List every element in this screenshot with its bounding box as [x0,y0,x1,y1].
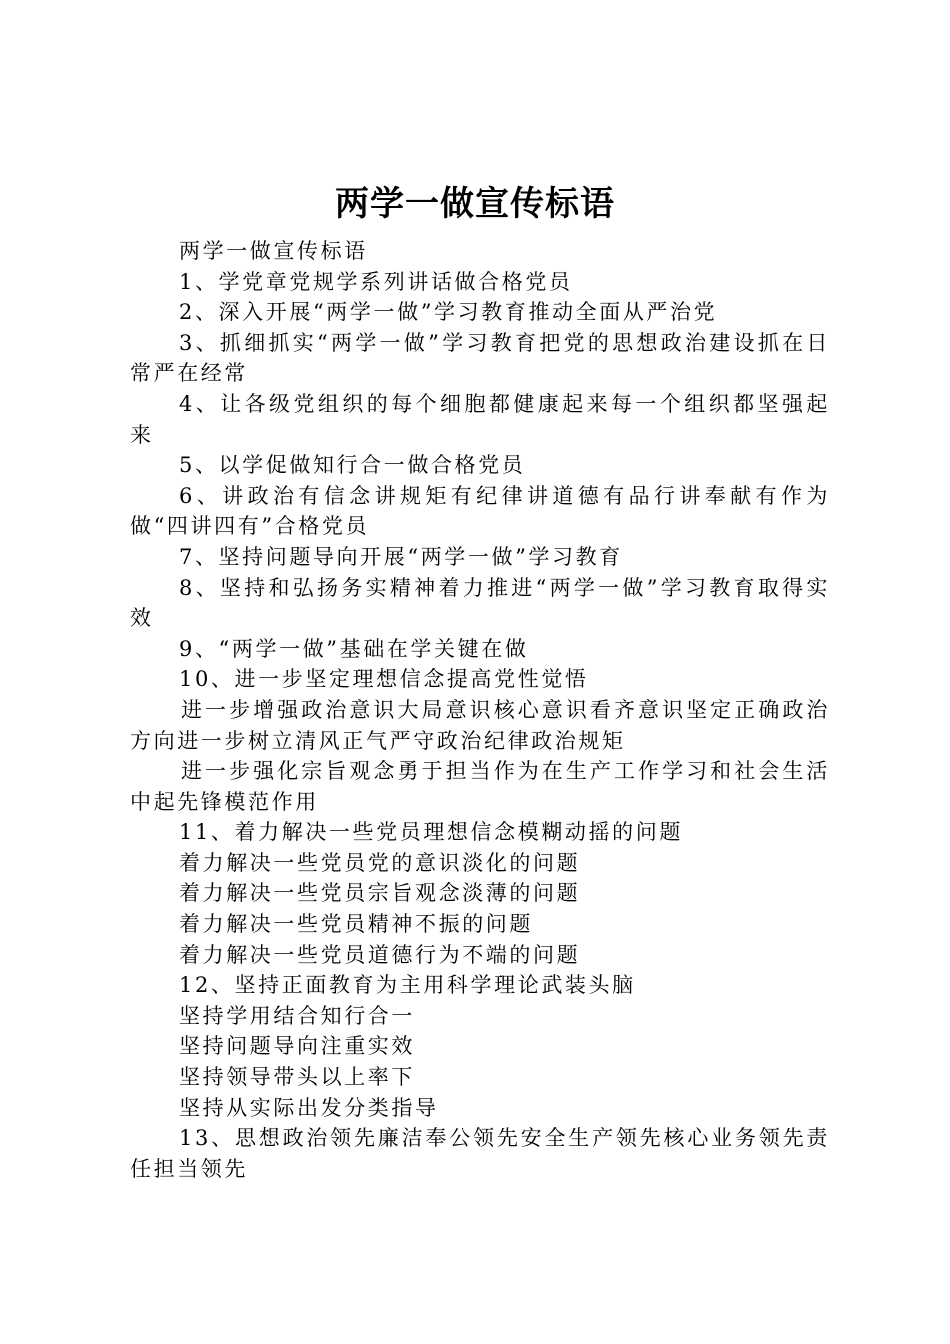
paragraph: 着力解决一些党员党的意识淡化的问题 [179,850,581,875]
paragraph: 进一步增强政治意识大局意识核心意识看齐意识坚定正确政治方向进一步树立清风正气严守政治纪律政治规矩 [130,697,830,753]
paragraph: 8、坚持和弘扬务实精神着力推进“两学一做”学习教育取得实效 [130,575,830,631]
paragraph: 10、进一步坚定理想信念提高党性觉悟 [179,667,589,692]
paragraph: 4、让各级党组织的每个细胞都健康起来每一个组织都坚强起来 [130,391,830,447]
paragraph: 2、深入开展“两学一做”学习教育推动全面从严治党 [179,300,718,325]
paragraph: 坚持学用结合知行合一 [179,1003,415,1028]
paragraph: 坚持领导带头以上率下 [179,1065,415,1090]
paragraph: 6、讲政治有信念讲规矩有纪律讲道德有品行讲奉献有作为做“四讲四有”合格党员 [130,483,830,539]
paragraph: 着力解决一些党员精神不振的问题 [179,912,533,937]
paragraph: 着力解决一些党员道德行为不端的问题 [179,942,581,967]
paragraph: 坚持从实际出发分类指导 [179,1095,439,1120]
paragraph: 11、着力解决一些党员理想信念模糊动摇的问题 [179,820,683,845]
paragraph: 13、思想政治领先廉洁奉公领先安全生产领先核心业务领先责任担当领先 [130,1126,830,1181]
paragraph-heading: 两学一做宣传标语 [179,239,368,263]
paragraph: 进一步强化宗旨观念勇于担当作为在生产工作学习和社会生活中起先锋模范作用 [130,759,830,814]
paragraph: 着力解决一些党员宗旨观念淡薄的问题 [179,881,581,906]
document-title: 两学一做宣传标语 [335,184,615,224]
paragraph: 坚持问题导向注重实效 [179,1034,415,1059]
paragraph: 3、抓细抓实“两学一做”学习教育把党的思想政治建设抓在日常严在经常 [130,330,830,386]
paragraph: 9、“两学一做”基础在学关键在做 [179,636,529,661]
paragraph: 7、坚持问题导向开展“两学一做”学习教育 [179,544,623,569]
document-body [130,236,830,1184]
paragraph: 5、以学促做知行合一做合格党员 [179,453,526,478]
paragraph: 12、坚持正面教育为主用科学理论武装头脑 [179,973,636,998]
paragraph: 1、学党章党规学系列讲话做合格党员 [179,269,573,294]
